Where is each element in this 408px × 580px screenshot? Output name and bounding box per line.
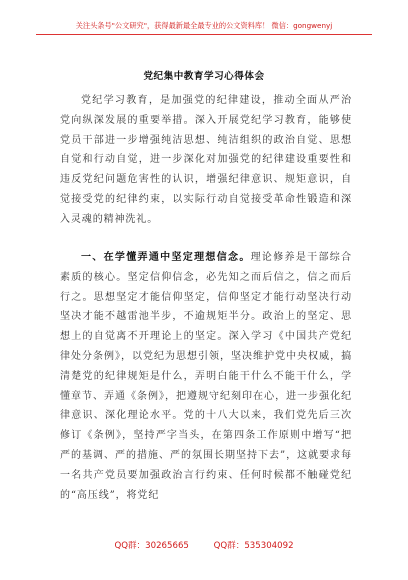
paragraph-text: 理论修养是干部综合素质的核心。坚定信仰信念，必先知之而后信之，信之而后行之。思想坚定才能信仰坚定，信仰坚定才能行动坚决行动坚决才能不越雷池半步，不逾规矩半分。政治上的坚定、思想上的自觉离不开理论上的坚定。深入学习《中国共产党纪律处分条例》，以党纪为思想引领，坚决维护党中央权威，搞清楚党的纪律规矩是什么，弄明白能干什么不能干什么，学懂章节、弄通《条例》，把遵规守纪刻印在心，进一步强化纪律意识、深化理论水平。党的十八大以来，我们党先后三次修订《条例》，坚持严字当头，在第四条工作原则中增写“把严的基调、严的措施、严的氛围长期坚持下去”，这就要求每一名共产党员要加强政治言行约束、任何时候都不触碰党纪的“高压线”，将党纪	[60, 252, 352, 501]
paragraph-intro	[60, 91, 352, 230]
paragraph-text: 党纪学习教育，是加强党的纪律建设，推动全面从严治党向纵深发展的重要举措。深入开展党纪学习教育，能够使党员干部进一步增强纯洁思想、纯洁组织的政治自觉、思想自觉和行动自觉，进一步深化对加强党的纪律建设重要性和违反党纪问题危害性的认识，增强纪律意识、规矩意识，自觉接受党的纪律约束，以实际行动自觉接受革命性锻造和深入灵魂的精神洗礼。	[60, 95, 352, 225]
header-banner: 关注头条号"公文研究"，获得最新最全最专业的公文资料库！ 微信：gongwenyj	[75, 21, 333, 30]
footer-contact: QQ群：30265665 QQ群：535304092	[114, 541, 294, 551]
header-divider	[36, 34, 372, 35]
document-title: 党纪集中教育学习心得体会	[143, 71, 265, 82]
section-heading: 一、在学懂弄通中坚定理想信念。	[81, 252, 251, 263]
paragraph-section-one	[60, 248, 352, 505]
